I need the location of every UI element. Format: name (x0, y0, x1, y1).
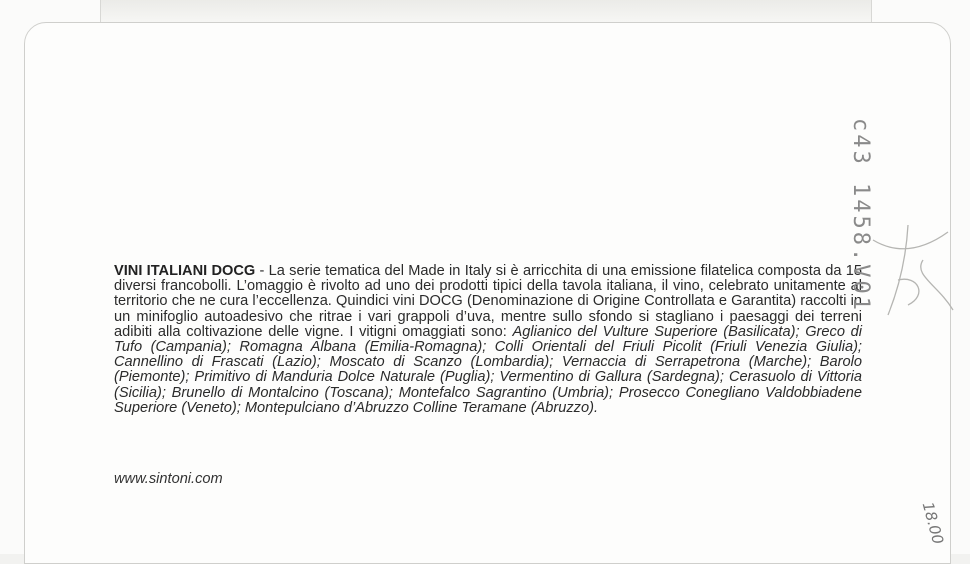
wine-list: Aglianico del Vulture Superiore (Basilicata); Greco di Tufo (Campania); Romagna Albana (Emilia-Romagna); Colli Orientali del Friuli Picolit (Friuli Venezia Giulia); Cannellino di Frascati (Lazio); Moscato di Scanzo (Lombardia); Vernaccia di Serrapetrona (Marche); Barolo (Piemonte); Primitivo di Manduria Dolce Naturale (Puglia); Vermentino di Gallura (Sardegna); Cerasuolo di Vittoria (Sicilia); Brunello di Montalcino (Toscana); Montefalco Sagrantino (Umbria); Prosecco Conegliano Valdobbiadene Superiore (Veneto); Montepulciano d’Abruzzo Colline Teramane (Abruzzo). (114, 323, 862, 416)
series-intro: - La serie tematica del Made in Italy si è arricchita di una emissione filatelica composta da 15 diversi francobolli. L’omaggio è rivolto ad uno dei prodotti tipici della tavola italiana, il vino, celebrato unitamente al territorio che ne cura l’eccellenza. Quindici vini DOCG (Denominazione di Origine Controllata e Garantita) raccolti in un minifoglio autoadesivo che ritrae i vari grappoli d’uva, mentre sullo sfondo si stagliano i paesaggi dei terreni adibiti alla coltivazione delle vigne. I vitigni omaggiati sono: (114, 263, 862, 340)
envelope-top-edge (100, 0, 872, 24)
series-title: VINI ITALIANI DOCG (114, 263, 256, 279)
handwritten-catalog-number: c43 1458.V01 (848, 118, 873, 313)
handwritten-price: 18.00 (918, 500, 948, 547)
website-link[interactable]: www.sintoni.com (114, 471, 223, 487)
pencil-signature-icon (868, 220, 958, 320)
description-paragraph (114, 264, 862, 416)
